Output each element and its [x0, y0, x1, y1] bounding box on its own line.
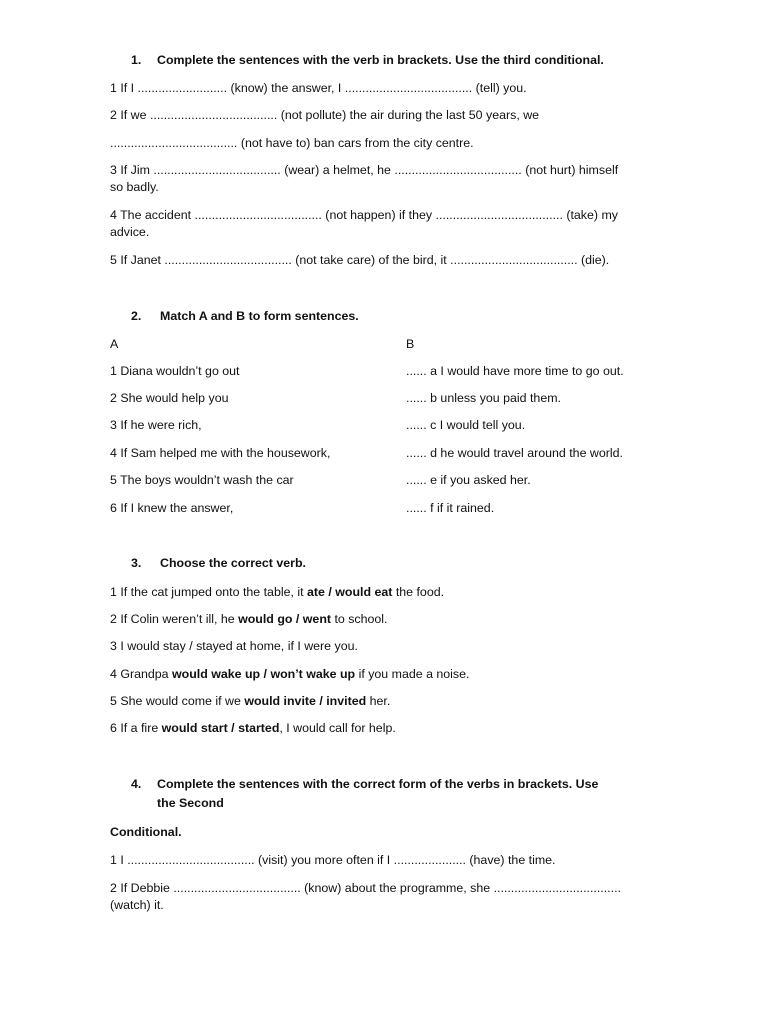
match-b-item: ...... c I would tell you. [406, 418, 526, 432]
match-b-item: ...... e if you asked her. [406, 473, 531, 487]
ex1-line-3: ..................................... (not have to) ban cars from the city centre. [110, 136, 474, 150]
exercise-4-heading: Complete the sentences with the correct form of the verbs in brackets. Use [157, 777, 599, 791]
verb-choice: ate / would eat [307, 585, 393, 599]
verb-choice: would wake up / won’t wake up [172, 667, 356, 681]
ex1-line-6: 4 The accident ..................................... (not happen) if they ..................................... (take) my [110, 208, 618, 222]
ex3-item-5: 5 She would come if we would invite / invited her. [110, 694, 391, 708]
ex4-line-3: (watch) it. [110, 898, 164, 912]
exercise-2-heading: Match A and B to form sentences. [160, 309, 359, 323]
exercise-1-heading: Complete the sentences with the verb in brackets. Use the third conditional. [157, 53, 604, 67]
ex1-line-7: advice. [110, 225, 150, 239]
exercise-1-number: 1. [131, 53, 142, 67]
match-a-item: 2 She would help you [110, 391, 229, 405]
exercise-4-heading-end: Conditional. [110, 825, 182, 839]
match-b-item: ...... b unless you paid them. [406, 391, 561, 405]
column-b-label: B [406, 337, 415, 351]
match-b-item: ...... a I would have more time to go out. [406, 364, 624, 378]
ex1-line-2: 2 If we ..................................... (not pollute) the air during the last 50 years, we [110, 108, 540, 122]
match-a-item: 3 If he were rich, [110, 418, 202, 432]
match-a-item: 5 The boys wouldn’t wash the car [110, 473, 294, 487]
ex1-line-4: 3 If Jim ..................................... (wear) a helmet, he ..................................... (not hurt) himself [110, 163, 619, 177]
match-a-item: 4 If Sam helped me with the housework, [110, 446, 331, 460]
exercise-3-heading: Choose the correct verb. [160, 556, 306, 570]
exercise-3-number: 3. [131, 556, 142, 570]
column-a-label: A [110, 337, 119, 351]
ex3-item-6: 6 If a fire would start / started, I would call for help. [110, 721, 396, 735]
verb-choice: would invite / invited [244, 694, 367, 708]
ex4-line-2: 2 If Debbie ..................................... (know) about the programme, she ..................................... [110, 881, 621, 895]
match-b-item: ...... f if it rained. [406, 501, 495, 515]
ex1-line-8: 5 If Janet ..................................... (not take care) of the bird, it ..................................... (die). [110, 253, 610, 267]
ex3-item-2: 2 If Colin weren’t ill, he would go / went to school. [110, 612, 388, 626]
match-a-item: 1 Diana wouldn’t go out [110, 364, 240, 378]
exercise-4-heading-cont: the Second [157, 796, 224, 810]
exercise-4-number: 4. [131, 777, 142, 791]
ex1-line-1: 1 If I .......................... (know) the answer, I ..................................... (tell) you. [110, 81, 527, 95]
verb-choice: would go / went [238, 612, 332, 626]
match-a-item: 6 If I knew the answer, [110, 501, 234, 515]
verb-choice: would start / started [161, 721, 280, 735]
ex3-item-1: 1 If the cat jumped onto the table, it ate / would eat the food. [110, 585, 445, 599]
match-b-item: ...... d he would travel around the world. [406, 446, 623, 460]
ex1-line-5: so badly. [110, 180, 159, 194]
exercise-2-number: 2. [131, 309, 142, 323]
ex4-line-1: 1 I ..................................... (visit) you more often if I ..................... (have) the time. [110, 853, 556, 867]
ex3-item-4: 4 Grandpa would wake up / won’t wake up if you made a noise. [110, 667, 470, 681]
ex3-item-3: 3 I would stay / stayed at home, if I were you. [110, 639, 358, 653]
